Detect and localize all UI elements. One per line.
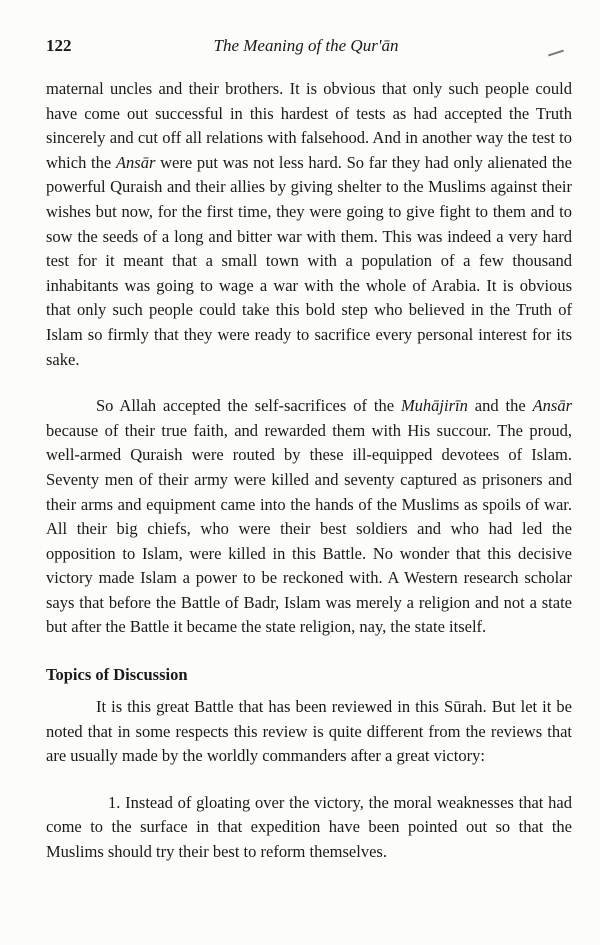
italic-term: Muhājirīn — [400, 396, 468, 416]
italic-term: Ansār — [532, 396, 572, 416]
text-segment: and the — [467, 396, 533, 416]
page-body — [46, 77, 572, 865]
list-item-1: 1. Instead of gloating over the victory, the moral weaknesses that had come to the surface in that expedition have been pointed out so that the Muslims should try their best to reform themselves. — [46, 792, 572, 862]
text-segment: maternal uncles and their brothers. It is obvious that only such people could have come out successful in this hardest of tests as had accepted the Truth sincerely and cut off all relations with falsehood. And in another way the test to which the — [46, 79, 572, 172]
running-title: The Meaning of the Qur'ān — [213, 36, 399, 55]
text-segment: were put was not less hard. So far they had only alienated the powerful Quraish and their allies by giving shelter to the Muslims against their wishes but now, for the first time, they were going to give fight to them and to sow the seeds of a long and bitter war with them. This was indeed a very hard test for it meant that a small town with a population of a few thousand inhabitants was going to wage a war with the whole of Arabia. It is obvious that only such people could take this bold step who believed in the Truth of Islam so firmly that they were ready to sacrifice every personal interest for its sake. — [46, 152, 572, 369]
paragraph-2 — [46, 394, 572, 640]
section-intro: It is this great Battle that has been reviewed in this Sūrah. But let it be noted that in some respects this review is quite different from the reviews that are usually made by the worldly commanders after a great victory: — [46, 697, 572, 766]
text-segment: because of their true faith, and rewarded them with His succour. The proud, well-armed Quraish were routed by these ill-equipped devotees of Islam. Seventy men of their army were killed and seventy captured as prisoners and their arms and equipment came into the hands of the Muslims as spoils of war. All their big chiefs, who were their best soldiers and who had led the opposition to Islam, were killed in this Battle. No wonder that this decisive victory made Islam a power to be reckoned with. A Western research scholar says that before the Battle of Badr, Islam was merely a religion and not a state but after the Battle it became the state religion, nay, the state itself. — [46, 420, 572, 637]
page-header — [46, 36, 566, 60]
paragraph-1 — [46, 77, 572, 372]
text-segment: So Allah accepted the self-sacrifices of the — [96, 396, 401, 416]
section-heading: Topics of Discussion — [46, 665, 188, 685]
page-number: 122 — [46, 36, 72, 55]
italic-term: Ansār — [115, 152, 156, 172]
